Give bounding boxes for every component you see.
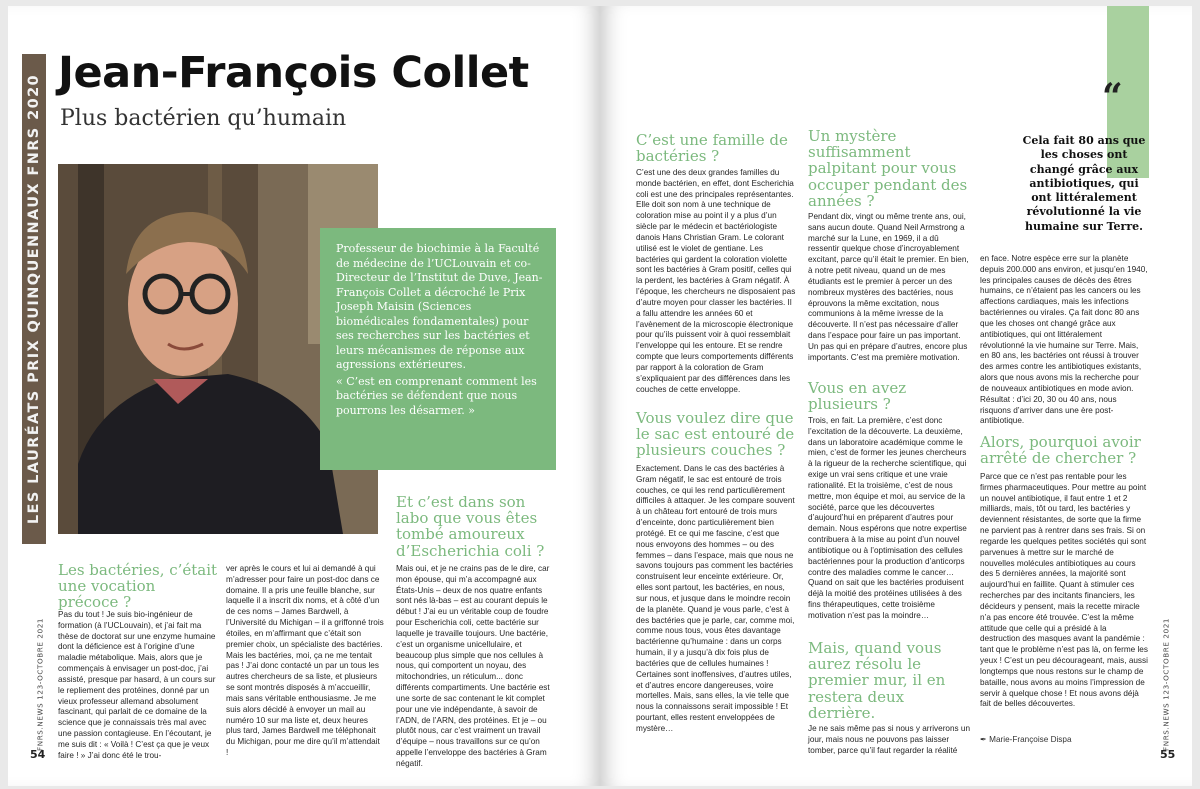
page-number-right: 55 [1160, 748, 1176, 761]
side-label-right: FNRS.NEWS 123-OCTOBRE 2021 [1161, 617, 1171, 751]
col2-text2: Trois, en fait. La première, c’est donc l’excitation de la découverte. La deuxième, dans un laboratoire académique comme le mien, c’est de former les jeunes chercheurs à la rigueur de la recherche scientifique, qui exige un vrai sens critique et une vraie rationalité. Et la troisième, c’est de nous mettre, mon équipe et moi, au service de la société, parce que les découvertes d’aujourd’hui en préparent d’autres pour demain. Nous espérons que notre expertise contribuera à la mise au point d’un nouvel antibiotique ou à l’optimisation des cellules bactériennes pour la production d’anticorps contre des maladies comme le cancer… Quand on sait que les bactéries produisent déjà la moitié des protéines utilisées à des fins thérapeutiques, cette troisième motivation n’est pas la moindre… [808, 416, 967, 620]
col2-text1: Pendant dix, vingt ou même trente ans, oui, sans aucun doute. Quand Neil Armstrong a marché sur la Lune, en 1969, il a dû ressentir quelque chose d’incroyablement excitant, parce qu’il était le premier. En bien, à notre petit niveau, quand un de mes étudiants est le premier à percer un des nombreux mystères des bactéries, nous éprouvons la même excitation, nous communions à la même ivresse de la découverte. Il n’est pas nécessaire d’aller dans l’espace pour faire un pas important. Un pas qui en prépare d’autres, encore plus importants. C’est ma première motivation. [808, 212, 969, 362]
vertical-banner-text: LES LAURÉATS PRIX QUINQUENNAUX FNRS 2020 [26, 73, 42, 525]
section2-text: Mais oui, et je ne crains pas de le dire, car mon épouse, qui m’a accompagné aux États-Unis – deux de nos quatre enfants sont nés là-bas – est au courant depuis le début ! J’ai eu un véritable coup de foudre pour Escherichia coli, cette bactérie sur laquelle je travaille toujours. Une bactérie, c’est un organisme unicellulaire, et beaucoup plus simple que nos cellules à nous, qui comportent un noyau, des mitochondries, un réticulum... donc différents compartiments. Une bactérie est une sorte de sac contenant le kit complet pour une vie indépendante, à savoir de l’ADN, de l’ARN, des protéines. Et je – ou plutôt nous, car c’est vraiment un travail d’équipe – nous travaillons sur ce qu’on appelle l’enveloppe des bactéries à Gram négatif. [396, 564, 550, 768]
col2-heading1: Un mystère suffisamment palpitant pour vous occuper pendant des années ? [808, 127, 968, 210]
page-number-left: 54 [30, 748, 46, 761]
col2-heading3: Mais, quand vous aurez résolu le premier mur, il en restera deux derrière. [808, 639, 946, 722]
col1-text1: C’est une des deux grandes familles du monde bactérien, en effet, dont Escherichia coli est une des principales représentantes. Elle doit son nom à une technique de coloration mise au point il y a plus d’un siècle par le médecin et bactériologiste danois Hans Christian Gram. Le colorant utilisé est le violet de gentiane. Les bactéries qui gardent la coloration violette sont les bactéries à Gram positif, celles qui la perdent, les bactéries à Gram négatif. À l’époque, les chercheurs ne disposaient pas d’autre moyen pour classer les bactéries. Il a fallu attendre les années 60 et l’avènement de la microscopie électronique pour qu’ils puissent voir à quoi ressemblait l’enveloppe qui les entoure. Et se rendre compte que leurs comportements différents par rapport à la coloration de Gram s’expliquaient par des différences dans les couches de cette enveloppe. [636, 168, 796, 394]
col1-heading1: C’est une famille de bactéries ? [636, 131, 788, 166]
intro-quote-box [320, 228, 556, 470]
section1-col2-text: ver après le cours et lui ai demandé à qui m’adresser pour faire un post-doc dans ce domaine. Il a pris une feuille blanche, sur laquelle il a inscrit dix noms, et à côté d’un de ces noms – James Bardwell, à l’Université du Michigan – il a griffonné trois étoiles, en m’affirmant que c’était son premier choix, un spécialiste des bactéries. Mais les bactéries, moi, ça ne me tentait pas ! J’ai donc contacté un par un tous les autres chercheurs de sa liste, et plusieurs se sont montrés disposés à m’accueillir, mais sans véritable enthousiasme. Je me suis alors décidé à envoyer un mail au numéro 10 sur ma liste et, deux heures plus tard, James Bardwell me téléphonait du Michigan, pour me dire qu’il m’attendait ! [226, 564, 384, 758]
article-subtitle: Plus bactérien qu’humain [60, 106, 347, 131]
section2-heading: Et c’est dans son labo que vous êtes tombé amoureux d’Escherichia coli ? [396, 493, 545, 560]
intro-quote: « C’est en comprenant comment les bactéries se défendent que nous pourrons les désarmer. » [336, 374, 537, 417]
article-title: Jean-François Collet [58, 48, 529, 98]
right-page [600, 6, 1192, 786]
author-name: Marie-Françoise Dispa [989, 735, 1072, 744]
col3-text2: Parce que ce n’est pas rentable pour les firmes pharmaceutiques. Pour mettre au point un nouvel antibiotique, il faut entre 1 et 2 milliards, mais, tôt ou tard, les bactéries y deviennent résistantes, de sorte que la firme ne parvient pas à rentrer dans ses frais. Si on regarde les quelques petites sociétés qui sont parvenues à mettre sur le marché de nouvelles molécules antibiotiques au cours des 5 dernières années, la majorité sont aujourd’hui en faillite. Quant à stimuler ces recherches par des incitants financiers, les décideurs y pensent, mais la recette miracle n’a pas encore été trouvée. C’est la même attitude que celle qui a présidé à la destruction des masques avant la pandémie : tant que le problème n’est pas là, on ferme les yeux ! C’est un peu décourageant, mais, aussi longtemps que nous restons sur le champ de bataille, nous avons au moins l’impression de servir à quelque chose ! Et nous avons déjà fait de belles découvertes. [980, 472, 1148, 709]
col2-text3: Je ne sais même pas si nous y arriverons un jour, mais nous ne pouvons pas laisser tomber, parce qu’il faut regarder la réalité [808, 724, 971, 755]
quote-mark-icon: “ [1102, 76, 1123, 118]
col3-heading: Alors, pourquoi avoir arrêté de chercher ? [980, 433, 1141, 468]
col1-text2: Exactement. Dans le cas des bactéries à Gram négatif, le sac est entouré de trois couches, ce qui les rend particulièrement difficiles à attaquer. Je les compare souvent à un château fort entouré de trois murs d’enceinte, donc particulièrement bien protégé. Et ce qui me fascine, c’est que nous envoyons des hommes – ou des femmes – dans l’espace, mais que nous ne savons toujours pas comment les bactéries construisent leur enceinte extérieure. Or, elles sont partout, les bactéries, en nous, sur nous, et jusque dans le moindre recoin de la planète. Quand je vous parle, c’est à des bactéries que je parle, car, comme moi, comme nous tous, vous êtes davantage bactérienne qu’humaine : dans un corps humain, il y a jusqu’à dix fois plus de bactéries que de cellules humaines ! Certaines sont inoffensives, d’autres utiles, et d’autres encore dangereuses, voire mortelles. Mais, sans elles, la vie telle que nous la connaissons serait impossible ! Et pourtant, elles restent enveloppées de mystère… [636, 464, 795, 733]
section1-col1-text: Pas du tout ! Je suis bio-ingénieur de formation (à l’UCLouvain), et j’ai fait ma thèse de doctorat sur une enzyme humaine dont la déficience est à l’origine d’une maladie métabolique. Mais, alors que je commençais à envisager un post-doc, j’ai assisté, presque par hasard, à un cours sur le repliement des protéines, donné par un vieux professeur allemand absolument fascinant, qui parlait de ce domaine de la science que je connaissais très mal avec une passion contagieuse. En l’écoutant, je me suis dit : « Voilà ! C’est ça que je veux faire ! » J’ai donc été le trou- [58, 610, 216, 760]
section1-heading: Les bactéries, c’était une vocation précoce ? [58, 561, 218, 612]
col2-heading2: Vous en avez plusieurs ? [808, 379, 907, 414]
col1-heading2: Vous voulez dire que le sac est entouré de plusieurs couches ? [636, 409, 795, 460]
author-signature [980, 734, 1072, 744]
left-page [8, 6, 600, 786]
pen-nib-icon: ✒ [980, 735, 987, 744]
intro-text: Professeur de biochimie à la Faculté de médecine de l’UCLouvain et co-Directeur de l’Institut de Duve, Jean-François Collet a décroché le Prix Joseph Maisin (Sciences biomédicales fondamentales) pour ses recherches sur les bactéries et leurs mécanismes de réponse aux agressions extérieures. [336, 242, 543, 372]
side-label-left: FNRS.NEWS 123-OCTOBRE 2021 [35, 617, 45, 751]
pull-quote: Cela fait 80 ans que les choses ont changé grâce aux antibiotiques, qui ont littéralement révolutionné la vie humaine sur Terre. [1022, 134, 1146, 233]
col3-text1: en face. Notre espèce erre sur la planète depuis 200.000 ans environ, et jusqu’en 1940, les principales causes de décès des êtres humains, ce n’étaient pas les cancers ou les affections cardiaques, mais les infections bactériennes ou virales. Ça fait donc 80 ans que les choses ont changé grâce aux antibiotiques, qui ont littéralement révolutionné la vie humaine sur Terre. Mais, en 80 ans, les bactéries ont réussi à trouver des armes contre les antibiotiques existants, alors que nous avons mis la recherche pour de nouveaux antibiotiques en mode avion. Résultat : d’ici 20, 30 ou 40 ans, nous risquons d’arriver dans une ère post-antibiotique. [980, 254, 1148, 426]
